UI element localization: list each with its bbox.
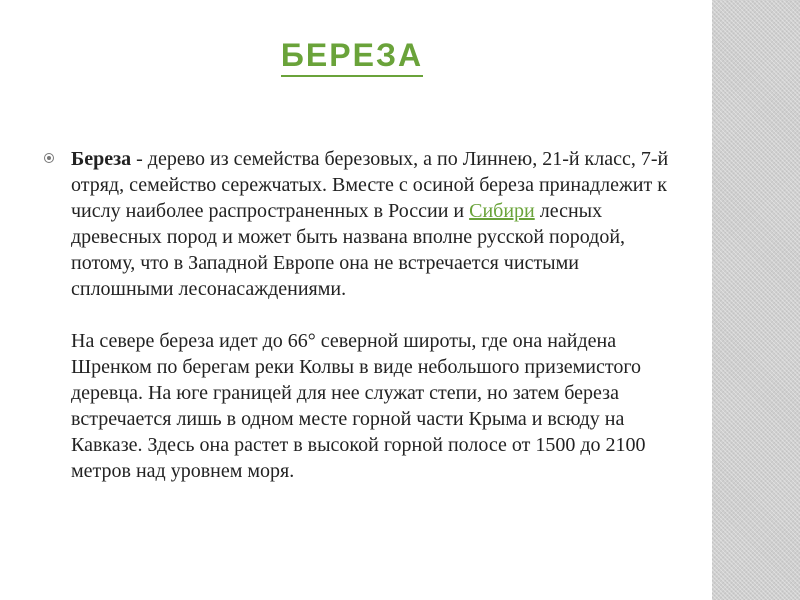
siberia-link[interactable]: Сибири — [469, 200, 535, 222]
paragraph-1-text-a: - дерево из семейства березовых, а по Линнею, 21-й класс, 7-й отряд, семейство сережчатых. Вместе с осиной береза принадлежит к числу наиболее распространенных в России и — [71, 148, 669, 222]
paragraph-2: На севере береза идет до 66° северной широты, где она найдена Шренком по берегам реки Колвы в виде небольшого приземистого деревца. На юге границей для нее служат степи, но затем береза встречается лишь в одном месте горной части Крыма и всюду на Кавказе. Здесь она растет в высокой горной полосе от 1500 до 2100 метров над уровнем моря. — [71, 330, 646, 482]
term-bold: Береза — [71, 148, 132, 170]
decorative-side-band — [712, 0, 800, 600]
slide-title: БЕРЕЗА — [281, 36, 423, 77]
paragraph-1 — [71, 146, 674, 302]
bullet-icon — [44, 153, 54, 163]
body-text — [71, 146, 674, 484]
slide-title-container — [0, 36, 700, 77]
slide-content — [44, 146, 674, 484]
paragraph-1-text-b: лесных древесных пород и может быть названа вполне русской породой, потому, что в Западной Европе она не встречается чистыми сплошными лесонасаждениями. — [71, 200, 626, 300]
